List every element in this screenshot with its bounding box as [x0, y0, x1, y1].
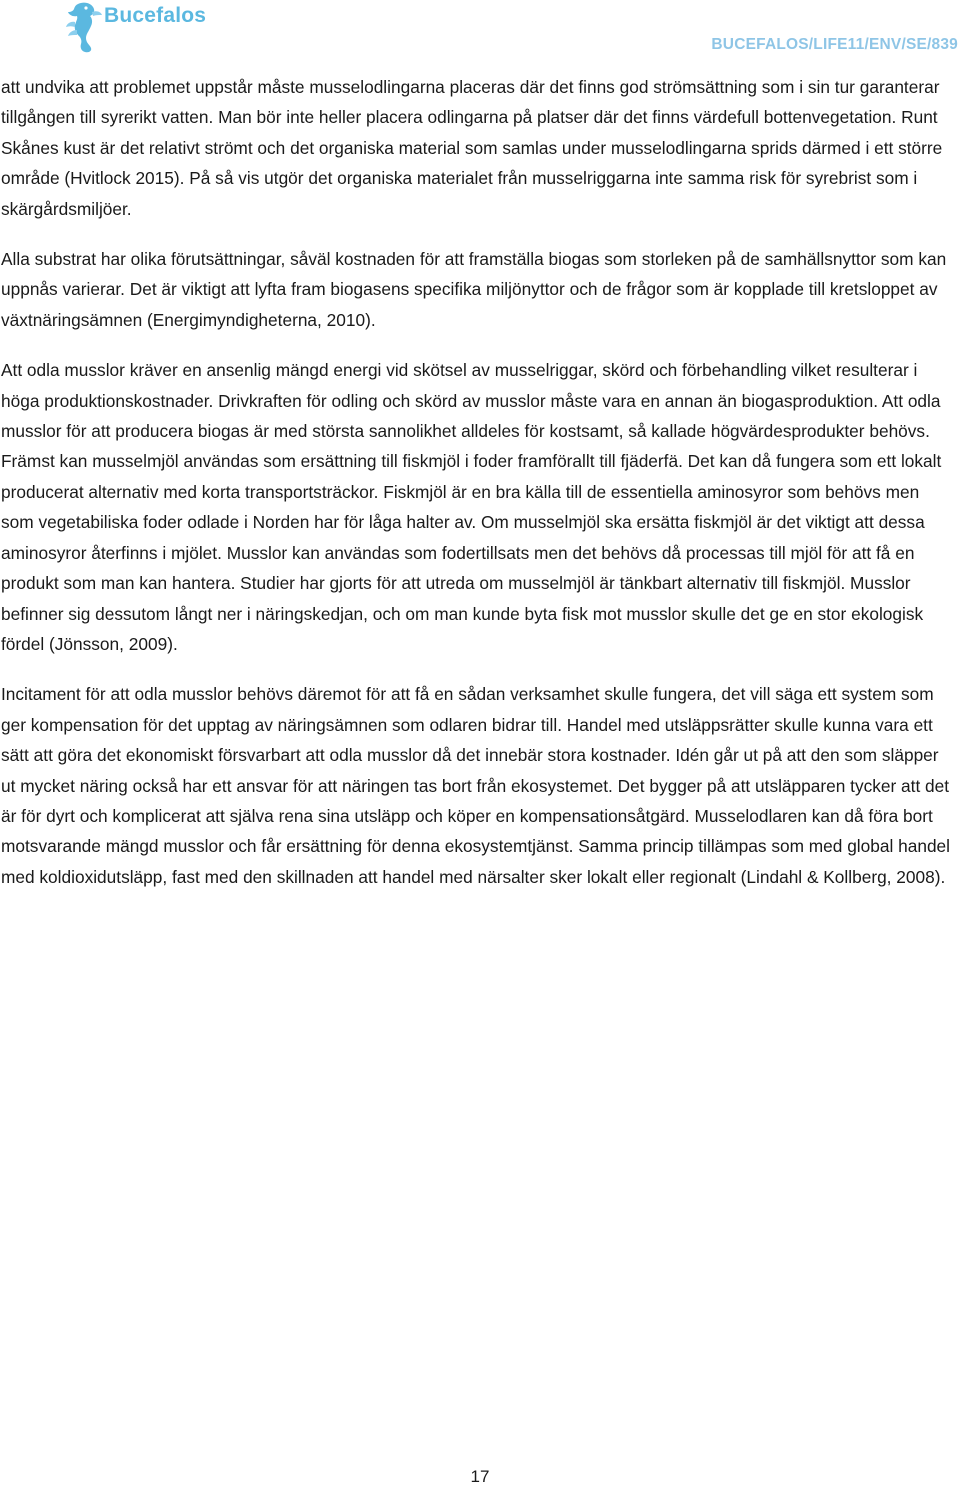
paragraph: att undvika att problemet uppstår måste musselodlingarna placeras där det finns god strömsättning som i sin tur garanterar tillgången till syrerikt vatten. Man bör inte heller placera odlingarna på platser där det finns värdefull bottenvegetation. Runt Skånes kust är det relativt strömt och det organiska material som samlas under musselodlingarna sprids därmed i ett större område (Hvitlock 2015). På så vis utgör det organiska materialet från musselriggarna inte samma risk för syrebrist som i skärgårdsmiljöer.	[1, 77, 943, 219]
logo-text: Bucefalos	[104, 4, 207, 27]
document-code: BUCEFALOS/LIFE11/ENV/SE/839	[711, 36, 958, 53]
seahorse-icon	[64, 0, 104, 54]
page-header	[0, 0, 960, 60]
document-body	[1, 72, 956, 912]
paragraph: Att odla musslor kräver en ansenlig mängd energi vid skötsel av musselriggar, skörd och förbehandling vilket resulterar i höga produktionskostnader. Drivkraften för odling och skörd av musslor måste vara en annan än biogasproduktion. Att odla musslor för att producera biogas är med största sannolikhet alldeles för kostsamt, så kallade högvärdesprodukter behövs. Främst kan musselmjöl användas som ersättning till fiskmjöl i foder framförallt till fjäderfä. Det kan då fungera som ett lokalt producerat alternativ med korta transportsträckor. Fiskmjöl är en bra källa till de essentiella aminosyror som behövs men som vegetabiliska foder odlade i Norden har för låga halter av. Om musselmjöl ska ersätta fiskmjöl är det viktigt att dessa aminosyror återfinns i mjölet. Musslor kan användas som fodertillsats men det behövs då processas till mjöl för att få en produkt som man kan hantera. Studier har gjorts för att utreda om musselmjöl är tänkbart alternativ till fiskmjöl. Musslor befinner sig dessutom långt ner i näringskedjan, och om man kunde byta fisk mot musslor skulle det ge en stor ekologisk fördel (Jönsson, 2009).	[1, 360, 942, 654]
paragraph: Incitament för att odla musslor behövs däremot för att få en sådan verksamhet skulle fungera, det vill säga ett system som ger kompensation för det upptag av näringsämnen som odlaren bidrar till. Handel med utsläppsrätter skulle kunna vara ett sätt att göra det ekonomiskt försvarbart att odla musslor då det innebär stora kostnader. Idén går ut på att den som släpper ut mycket näring också har ett ansvar för att näringen tas bort från ekosystemet. Det bygger på att utsläpparen tycker att det är för dyrt och komplicerat att själva rena sina utsläpp och köper en kompensationsåtgärd. Musselodlaren kan då föra bort motsvarande mängd musslor och får ersättning för denna ekosystemtjänst. Samma princip tillämpas som med global handel med koldioxidutsläpp, fast med den skillnaden att handel med närsalter sker lokalt eller regionalt (Lindahl & Kollberg, 2008).	[1, 684, 951, 887]
paragraph: Alla substrat har olika förutsättningar, såväl kostnaden för att framställa biogas som storleken på de samhällsnyttor som kan uppnås varierar. Det är viktigt att lyfta fram biogasens specifika miljönyttor och de frågor som är kopplade till kretsloppet av växtnäringsämnen (Energimyndigheterna, 2010).	[1, 249, 947, 330]
bucefalos-logo	[64, 0, 214, 56]
page-number: 17	[470, 1467, 490, 1486]
